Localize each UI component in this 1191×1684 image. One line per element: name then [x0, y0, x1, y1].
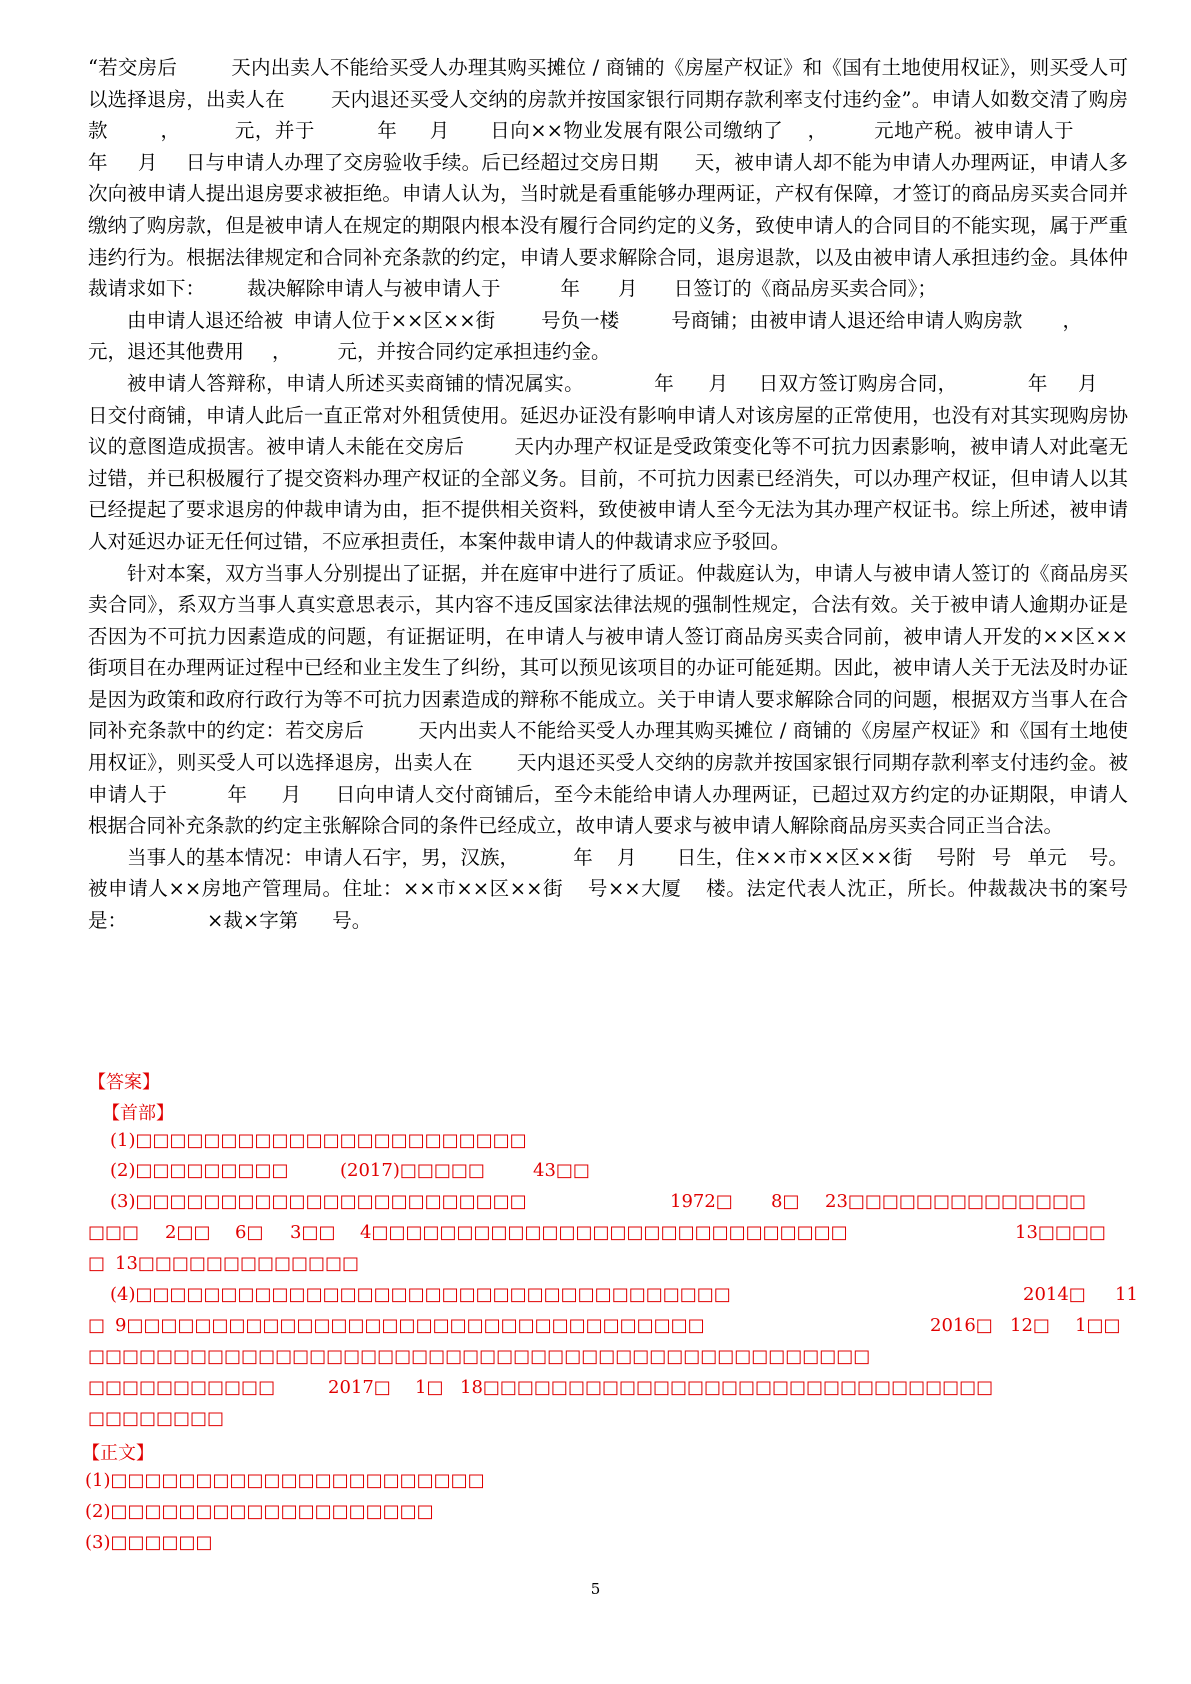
answer-line: (2017)□□□□□ — [340, 1160, 485, 1181]
answer-line: □□□□□□□□ — [88, 1408, 225, 1429]
answer-line: 1□□ — [1075, 1315, 1121, 1336]
answer-line: 4□□□□□□□□□□□□□□□□□□□□□□□□□□□□ — [360, 1222, 848, 1243]
answer-line: (1)□□□□□□□□□□□□□□□□□□□□□□□ — [110, 1130, 527, 1151]
answer-line: 12□ — [1010, 1315, 1050, 1336]
page-number: 5 — [590, 1580, 601, 1598]
paragraph-5: 当事人的基本情况：申请人石宇，男，汉族， 年 月 日生，住××市××区××街 号附 号 单元 号。被申请人××房地产管理局。住址：××市××区××街 号××大厦 楼。法定代表人沈正，所长。仲裁裁决书的案号是： ×裁×字第 号。 — [88, 845, 1128, 933]
answer-line: □□□□□□□□□□□ — [88, 1377, 276, 1398]
answer-line: 2014□ — [1023, 1284, 1086, 1305]
paragraph-4: 针对本案，双方当事人分别提出了证据，并在庭审中进行了质证。仲裁庭认为，申请人与被申请人签订的《商品房买卖合同》，系双方当事人真实意思表示，其内容不违反国家法律法规的强制性规定，合法有效。关于被申请人逾期办证是否因为不可抗力因素造成的问题，有证据证明，在申请人与被申请人签订商品房买卖合同前，被申请人开发的××区××街项目在办理两证过程中已经和业主发生了纠纷，其可以预见该项目的办证可能延期。因此，被申请人关于无法及时办证是因为政策和政府行政行为等不可抗力因素造成的辩称不能成立。关于申请人要求解除合同的问题，根据双方当事人在合同补充条款中的约定：若交房后 天内出卖人不能给买受人办理其购买摊位 / 商铺的《房屋产权证》和《国有土地使用权证》，则买受人可以选择退房，出卖人在 天内退还买受人交纳的房款并按国家银行同期存款利率支付违约金。被申请人于 年 月 日向申请人交付商铺后，至今未能给申请人办理两证，已超过双方约定的办证期限，申请人根据合同补充条款的约定主张解除合同的条件已经成立，故申请人要求与被申请人解除商品房买卖合同正当合法。 — [88, 561, 1128, 838]
answer-line: 1972□ — [670, 1191, 733, 1212]
answer-line: □□□ — [88, 1222, 140, 1243]
case-text — [88, 52, 1128, 937]
answer-line: (4)□□□□□□□□□□□□□□□□□□□□□□□□□□□□□□□□□□□ — [110, 1284, 731, 1305]
answer-line: □□□□□□□□□□□□□□□□□□□□□□□□□□□□□□□□□□□□□□□□□□□□□□ — [88, 1346, 871, 1367]
answer-line: 3□□ — [290, 1222, 336, 1243]
paragraph-3: 被申请人答辩称，申请人所述买卖商铺的情况属实。 年 月 日双方签订购房合同， 年 月日交付商铺，申请人此后一直正常对外租赁使用。延迟办证没有影响申请人对该房屋的正常使用，也没有对其实现购房协议的意图造成损害。被申请人未能在交房后 天内办理产权证是受政策变化等不可抗力因素影响，被申请人对此毫无过错，并已积极履行了提交资料办理产权证的全部义务。目前，不可抗力因素已经消失，可以办理产权证，但申请人以其已经提起了要求退房的仲裁申请为由，拒不提供相关资料，致使被申请人至今无法为其办理产权证书。综上所述，被申请人对延迟办证无任何过错，不应承担责任，本案仲裁申请人的仲裁请求应予驳回。 — [88, 371, 1128, 553]
answer-line: 23□□□□□□□□□□□□□□ — [825, 1191, 1086, 1212]
answer-heading: 【答案】 — [88, 1072, 160, 1093]
answer-line: 11 — [1115, 1284, 1138, 1305]
answer-line: 1□ — [415, 1377, 444, 1398]
answer-line: (2)□□□□□□□□□ — [110, 1160, 289, 1181]
answer-line: (3)□□□□□□ — [85, 1532, 213, 1553]
answer-line: □ — [88, 1315, 106, 1336]
answer-line: 2□□ — [165, 1222, 211, 1243]
answer-line: □ — [88, 1253, 106, 1274]
answer-line: (3)□□□□□□□□□□□□□□□□□□□□□□□ — [110, 1191, 527, 1212]
answer-line: 2016□ — [930, 1315, 993, 1336]
answer-line: 2017□ — [328, 1377, 391, 1398]
answer-line: (2)□□□□□□□□□□□□□□□□□□□ — [85, 1501, 434, 1522]
answer-line: 18□□□□□□□□□□□□□□□□□□□□□□□□□□□□□□ — [460, 1377, 994, 1398]
answer-line: 13□□□□□□□□□□□□□ — [115, 1253, 359, 1274]
answer-line: 8□ — [771, 1191, 800, 1212]
answer-line: 6□ — [235, 1222, 264, 1243]
answer-line: (1)□□□□□□□□□□□□□□□□□□□□□□ — [85, 1470, 485, 1491]
answer-subheading-header: 【首部】 — [102, 1103, 174, 1124]
answer-line: 13□□□□ — [1015, 1222, 1106, 1243]
paragraph-2: 由申请人退还给被 申请人位于××区××街 号负一楼 号商铺；由被申请人退还给申请人购房款 ，元，退还其他费用 ， 元，并按合同约定承担违约金。 — [88, 308, 1082, 364]
answer-line: 9□□□□□□□□□□□□□□□□□□□□□□□□□□□□□□□□□□ — [115, 1315, 705, 1336]
paragraph-1: “若交房后 天内出卖人不能给买受人办理其购买摊位 / 商铺的《房屋产权证》和《国有土地使用权证》，则买受人可以选择退房，出卖人在 天内退还买受人交纳的房款并按国家银行同期存款利率支付违约金”。申请人如数交清了购房款 ， 元，并于 年 月 日向××物业发展有限公司缴纳了 ， 元地产税。被申请人于年 月 日与申请人办理了交房验收手续。后已经超过交房日期 天，被申请人却不能为申请人办理两证，申请人多次向被申请人提出退房要求被拒绝。申请人认为，当时就是看重能够办理两证，产权有保障，才签订的商品房买卖合同并缴纳了购房款，但是被申请人在规定的期限内根本没有履行合同约定的义务，致使申请人的合同目的不能实现，属于严重违约行为。根据法律规定和合同补充条款的约定，申请人要求解除合同，退房退款，以及由被申请人承担违约金。具体仲裁请求如下： 裁决解除申请人与被申请人于 年 月 日签订的《商品房买卖合同》； — [88, 56, 1128, 301]
answer-subheading-body: 【正文】 — [82, 1443, 154, 1464]
answer-line: 43□□ — [533, 1160, 590, 1181]
